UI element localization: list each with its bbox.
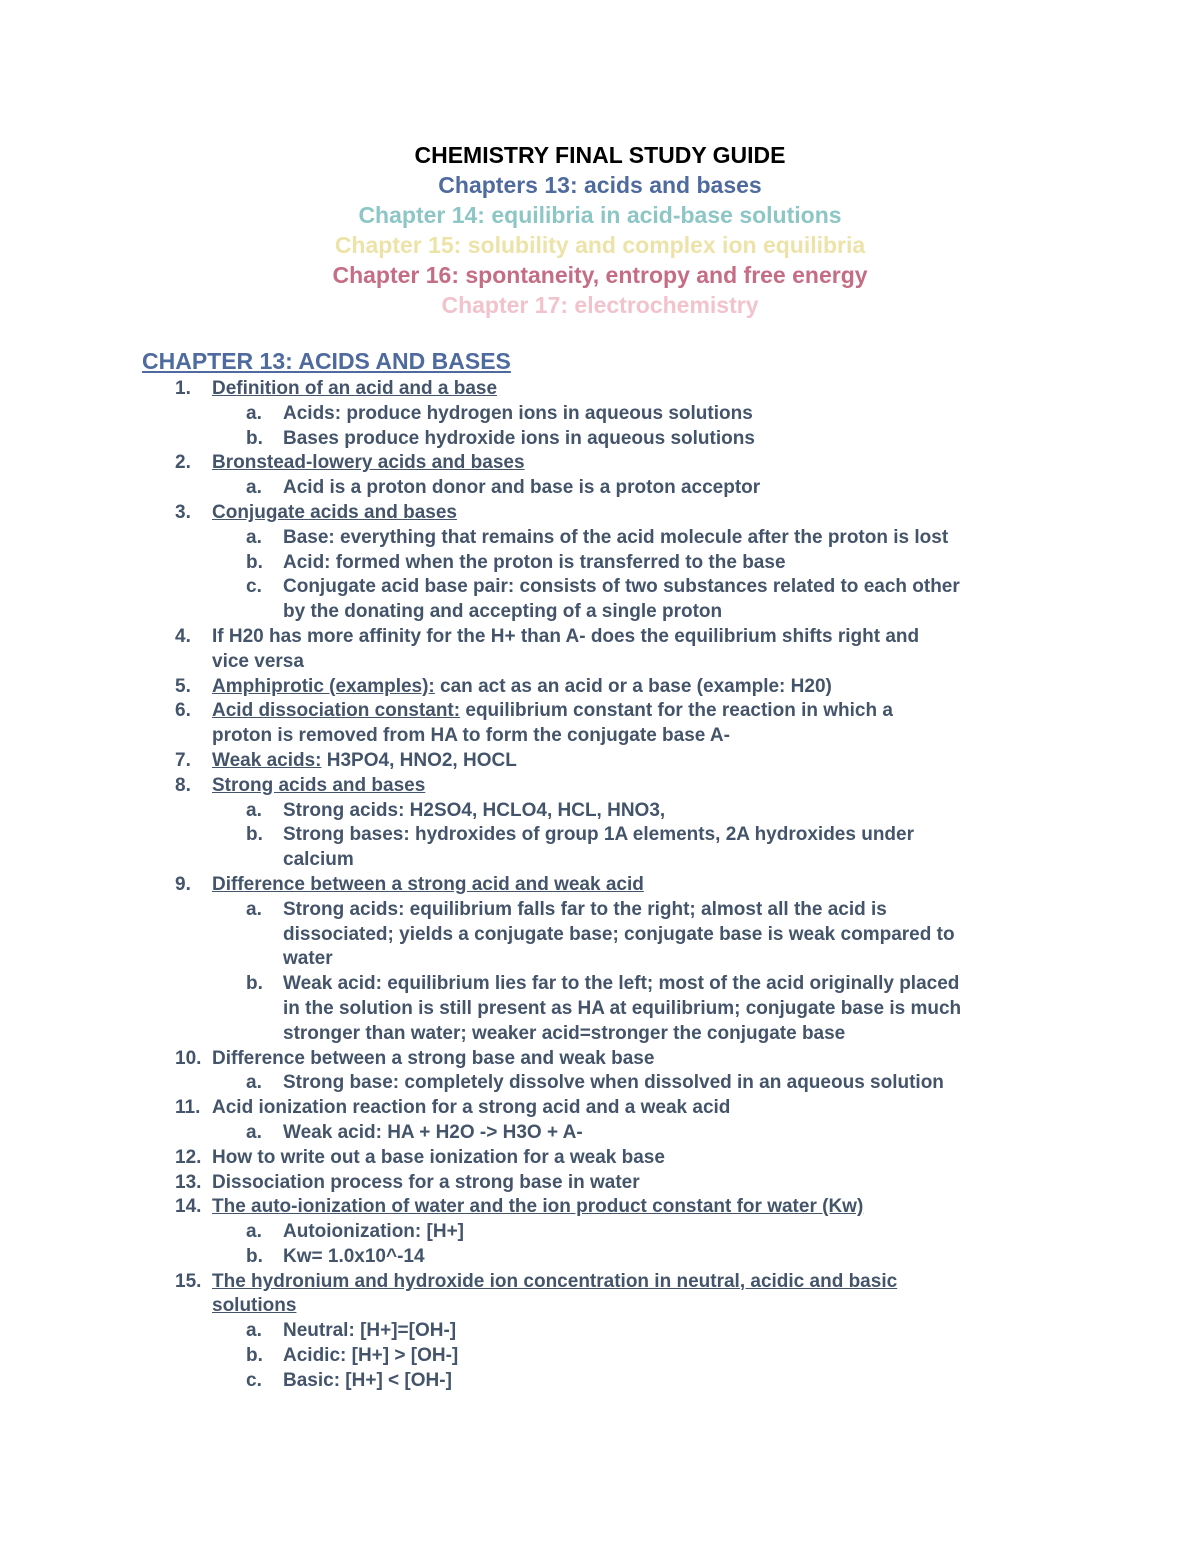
sub-item-3c-continued [0, 600, 1200, 625]
item-text: proton is removed from HA to form the conjugate base A- [212, 725, 730, 747]
item-number: 5. [175, 675, 191, 697]
sub-item-15b [0, 1344, 1200, 1369]
sub-item-letter: a. [246, 1072, 262, 1094]
chapter-13-heading: Chapters 13: acids and bases [438, 172, 762, 198]
item-heading: Definition of an acid and a base [212, 378, 498, 399]
sub-item-15c [0, 1369, 1200, 1394]
item-number: 12. [175, 1146, 202, 1168]
sub-item-text: Strong bases: hydroxides of group 1A elements, 2A hydroxides under [283, 824, 914, 846]
item-text: Acid ionization reaction for a strong acid and a weak acid [212, 1097, 731, 1119]
item-text: How to write out a base ionization for a weak base [212, 1146, 665, 1168]
sub-item-letter: a. [246, 799, 262, 821]
list-item-4 [0, 625, 1200, 650]
sub-item-3b [0, 551, 1200, 576]
item-term: Weak acids: [212, 749, 322, 771]
list-item-11 [0, 1096, 1200, 1121]
sub-item-1a [0, 402, 1200, 427]
item-number: 3. [175, 501, 191, 523]
sub-item-text: dissociated; yields a conjugate base; conjugate base is weak compared to [283, 923, 955, 945]
list-item-5 [0, 675, 1200, 700]
sub-item-text: stronger than water; weaker acid=stronger the conjugate base [283, 1022, 846, 1044]
item-number: 6. [175, 700, 191, 722]
item-number: 9. [175, 873, 191, 895]
list-item-10 [0, 1047, 1200, 1072]
chapter-15-heading: Chapter 15: solubility and complex ion equilibria [334, 232, 866, 258]
list-item-9 [0, 873, 1200, 898]
sub-item-letter: b. [246, 1345, 263, 1367]
item-heading: Conjugate acids and bases [212, 501, 457, 523]
sub-item-1b [0, 427, 1200, 452]
sub-item-11a [0, 1121, 1200, 1146]
sub-item-9b-continued [0, 997, 1200, 1022]
sub-item-text: Acid is a proton donor and base is a proton acceptor [283, 477, 761, 499]
item-text: equilibrium constant for the reaction in which a [460, 700, 893, 722]
chapter-17-heading: Chapter 17: electrochemistry [441, 292, 759, 318]
sub-item-letter: b. [246, 1245, 263, 1267]
sub-item-text: Weak acid: HA + H2O -> H3O + A- [283, 1121, 583, 1143]
sub-item-8a [0, 799, 1200, 824]
sub-item-text: Basic: [H+] < [OH-] [283, 1369, 452, 1391]
item-number: 7. [175, 749, 191, 771]
sub-item-text: Neutral: [H+]=[OH-] [283, 1320, 457, 1342]
sub-item-3a [0, 526, 1200, 551]
sub-item-9a-continued [0, 947, 1200, 972]
sub-item-letter: a. [246, 1320, 262, 1342]
sub-item-text: Strong acids: equilibrium falls far to the right; almost all the acid is [283, 898, 887, 920]
list-item-1 [0, 377, 1200, 402]
item-heading: The auto-ionization of water and the ion product constant for water (Kw) [212, 1196, 864, 1218]
item-heading: The hydronium and hydroxide ion concentration in neutral, acidic and basic [212, 1270, 898, 1292]
sub-item-letter: a. [246, 898, 262, 920]
item-number: 4. [175, 625, 191, 647]
sub-item-text: Conjugate acid base pair: consists of two substances related to each other [283, 576, 960, 598]
sub-item-text: Acids: produce hydrogen ions in aqueous solutions [283, 402, 753, 424]
sub-item-text: Strong acids: H2SO4, HCLO4, HCL, HNO3, [283, 799, 666, 821]
sub-item-letter: a. [246, 526, 262, 548]
item-heading: Difference between a strong acid and weak acid [212, 873, 644, 895]
list-item-15 [0, 1270, 1200, 1295]
sub-item-10a [0, 1071, 1200, 1096]
item-text: H3PO4, HNO2, HOCL [321, 749, 517, 771]
list-item-3 [0, 501, 1200, 526]
sub-item-3c [0, 575, 1200, 600]
list-item-8 [0, 774, 1200, 799]
sub-item-letter: a. [246, 1221, 262, 1243]
list-item-14 [0, 1195, 1200, 1220]
item-text: If H20 has more affinity for the H+ than A- does the equilibrium shifts right and [212, 625, 920, 647]
list-item-2 [0, 451, 1200, 476]
sub-item-letter: a. [246, 477, 262, 499]
sub-item-letter: c. [246, 1369, 262, 1391]
sub-item-9a-continued [0, 923, 1200, 948]
chapter-16-heading: Chapter 16: spontaneity, entropy and free energy [332, 262, 868, 288]
list-item-12 [0, 1146, 1200, 1171]
section-title: CHAPTER 13: ACIDS AND BASES [142, 348, 511, 374]
outline-list [0, 377, 1200, 1394]
sub-item-text: Acidic: [H+] > [OH-] [283, 1345, 459, 1367]
item-term: Amphiprotic (examples): [212, 675, 435, 697]
item-text: Difference between a strong base and weak base [212, 1047, 655, 1069]
sub-item-9b [0, 972, 1200, 997]
sub-item-text: Strong base: completely dissolve when dissolved in an aqueous solution [283, 1072, 944, 1094]
item-text: Dissociation process for a strong base in water [212, 1171, 640, 1193]
sub-item-8b-continued [0, 848, 1200, 873]
sub-item-text: Kw= 1.0x10^-14 [283, 1245, 425, 1267]
item-term: Acid dissociation constant: [212, 700, 461, 722]
sub-item-letter: b. [246, 551, 263, 573]
sub-item-14b [0, 1245, 1200, 1270]
sub-item-text: Autoionization: [H+] [283, 1221, 464, 1243]
item-heading: solutions [212, 1295, 297, 1317]
list-item-6-continued [0, 724, 1200, 749]
item-text: vice versa [212, 650, 304, 672]
document-title: CHEMISTRY FINAL STUDY GUIDE [414, 142, 786, 168]
sub-item-text: Bases produce hydroxide ions in aqueous solutions [283, 427, 755, 449]
sub-item-text: by the donating and accepting of a single proton [283, 601, 723, 623]
list-item-4-continued [0, 650, 1200, 675]
item-number: 8. [175, 774, 191, 796]
item-number: 1. [175, 378, 191, 399]
item-heading: Bronstead-lowery acids and bases [212, 452, 525, 474]
sub-item-2a [0, 476, 1200, 501]
item-number: 10. [175, 1047, 202, 1069]
document-header [0, 140, 1200, 320]
sub-item-9b-continued [0, 1022, 1200, 1047]
list-item-15-continued [0, 1294, 1200, 1319]
sub-item-text: calcium [283, 849, 354, 871]
item-text: can act as an acid or a base (example: H20) [434, 675, 832, 697]
item-number: 14. [175, 1196, 202, 1218]
sub-item-letter: b. [246, 427, 263, 449]
sub-item-text: Base: everything that remains of the acid molecule after the proton is lost [283, 526, 949, 548]
sub-item-letter: b. [246, 973, 263, 995]
chapter-14-heading: Chapter 14: equilibria in acid-base solutions [358, 202, 842, 228]
item-number: 15. [175, 1270, 202, 1292]
sub-item-letter: a. [246, 402, 262, 424]
sub-item-letter: c. [246, 576, 262, 598]
item-number: 2. [175, 452, 191, 474]
sub-item-letter: b. [246, 824, 263, 846]
list-item-7 [0, 749, 1200, 774]
item-number: 11. [175, 1097, 201, 1119]
sub-item-15a [0, 1319, 1200, 1344]
sub-item-8b [0, 823, 1200, 848]
list-item-13 [0, 1171, 1200, 1196]
list-item-6 [0, 699, 1200, 724]
sub-item-14a [0, 1220, 1200, 1245]
sub-item-text: in the solution is still present as HA at equilibrium; conjugate base is much [283, 997, 962, 1019]
sub-item-9a [0, 898, 1200, 923]
sub-item-text: Weak acid: equilibrium lies far to the left; most of the acid originally placed [283, 973, 960, 995]
sub-item-letter: a. [246, 1121, 262, 1143]
item-heading: Strong acids and bases [212, 774, 426, 796]
sub-item-text: Acid: formed when the proton is transferred to the base [283, 551, 786, 573]
item-number: 13. [175, 1171, 202, 1193]
sub-item-text: water [283, 948, 333, 970]
